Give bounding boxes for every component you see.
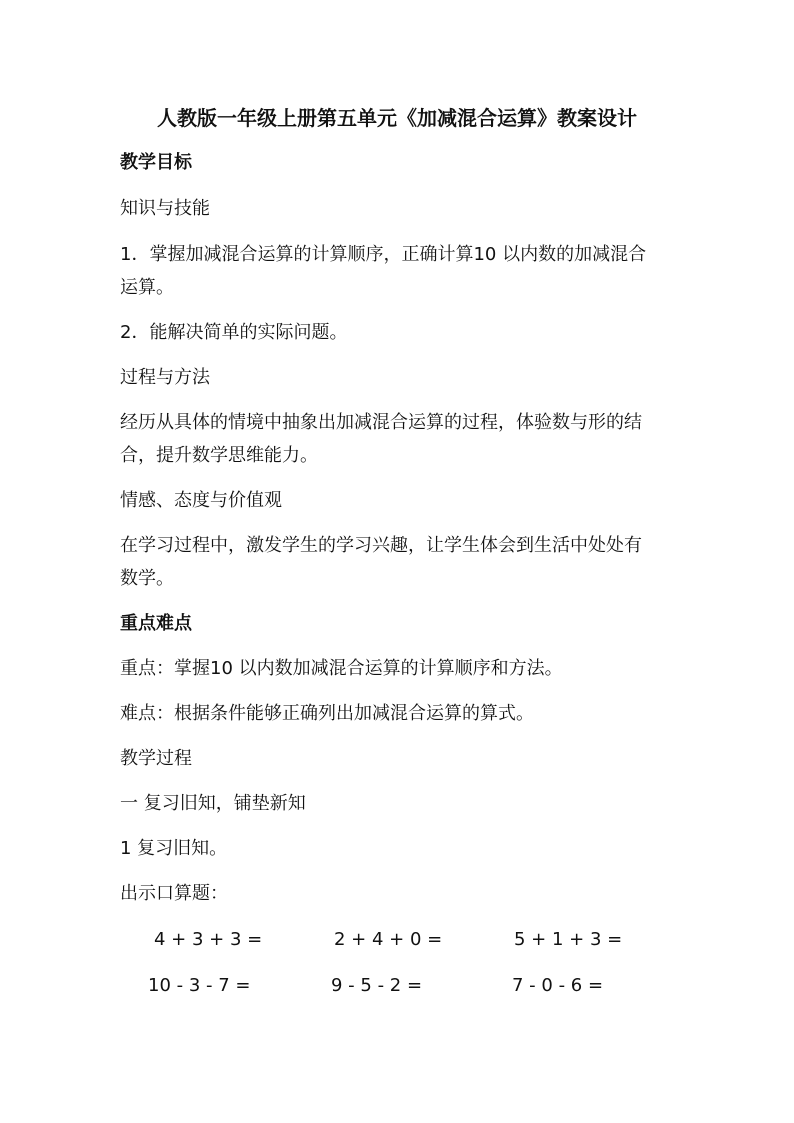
heading-objectives: 教学目标 — [120, 152, 192, 173]
equation: 4 + 3 + 3 = — [154, 929, 263, 950]
heading-process-methods: 过程与方法 — [120, 367, 210, 388]
heading-emotion-values: 情感、态度与价值观 — [120, 490, 282, 511]
heading-key-difficult-points: 重点难点 — [120, 613, 192, 634]
knowledge-item-2: 2．能解决简单的实际问题。 — [120, 322, 348, 343]
step-1-review: 一 复习旧知，铺垫新知 — [120, 793, 306, 814]
equation: 10 - 3 - 7 = — [148, 975, 251, 996]
emotion-line-1: 在学习过程中，激发学生的学习兴趣，让学生体会到生活中处处有 — [120, 535, 642, 556]
equation: 5 + 1 + 3 = — [514, 929, 623, 950]
equation: 9 - 5 - 2 = — [331, 975, 423, 996]
knowledge-item-1-line-1: 1．掌握加减混合运算的计算顺序，正确计算10 以内数的加减混合 — [120, 244, 647, 265]
key-point: 重点：掌握10 以内数加减混合运算的计算顺序和方法。 — [120, 658, 563, 679]
step-1-1-review: 1 复习旧知。 — [120, 838, 228, 859]
oral-calc-label: 出示口算题： — [120, 883, 228, 904]
heading-knowledge-skills: 知识与技能 — [120, 198, 210, 219]
heading-teaching-process: 教学过程 — [120, 748, 192, 769]
difficult-point: 难点：根据条件能够正确列出加减混合运算的算式。 — [120, 703, 534, 724]
equation: 7 - 0 - 6 = — [512, 975, 604, 996]
equation: 2 + 4 + 0 = — [334, 929, 443, 950]
knowledge-item-1-line-2: 运算。 — [120, 277, 174, 298]
emotion-line-2: 数学。 — [120, 568, 174, 589]
process-line-2: 合，提升数学思维能力。 — [120, 445, 318, 466]
process-line-1: 经历从具体的情境中抽象出加减混合运算的过程，体验数与形的结 — [120, 412, 642, 433]
document-title: 人教版一年级上册第五单元《加减混合运算》教案设计 — [157, 106, 637, 130]
